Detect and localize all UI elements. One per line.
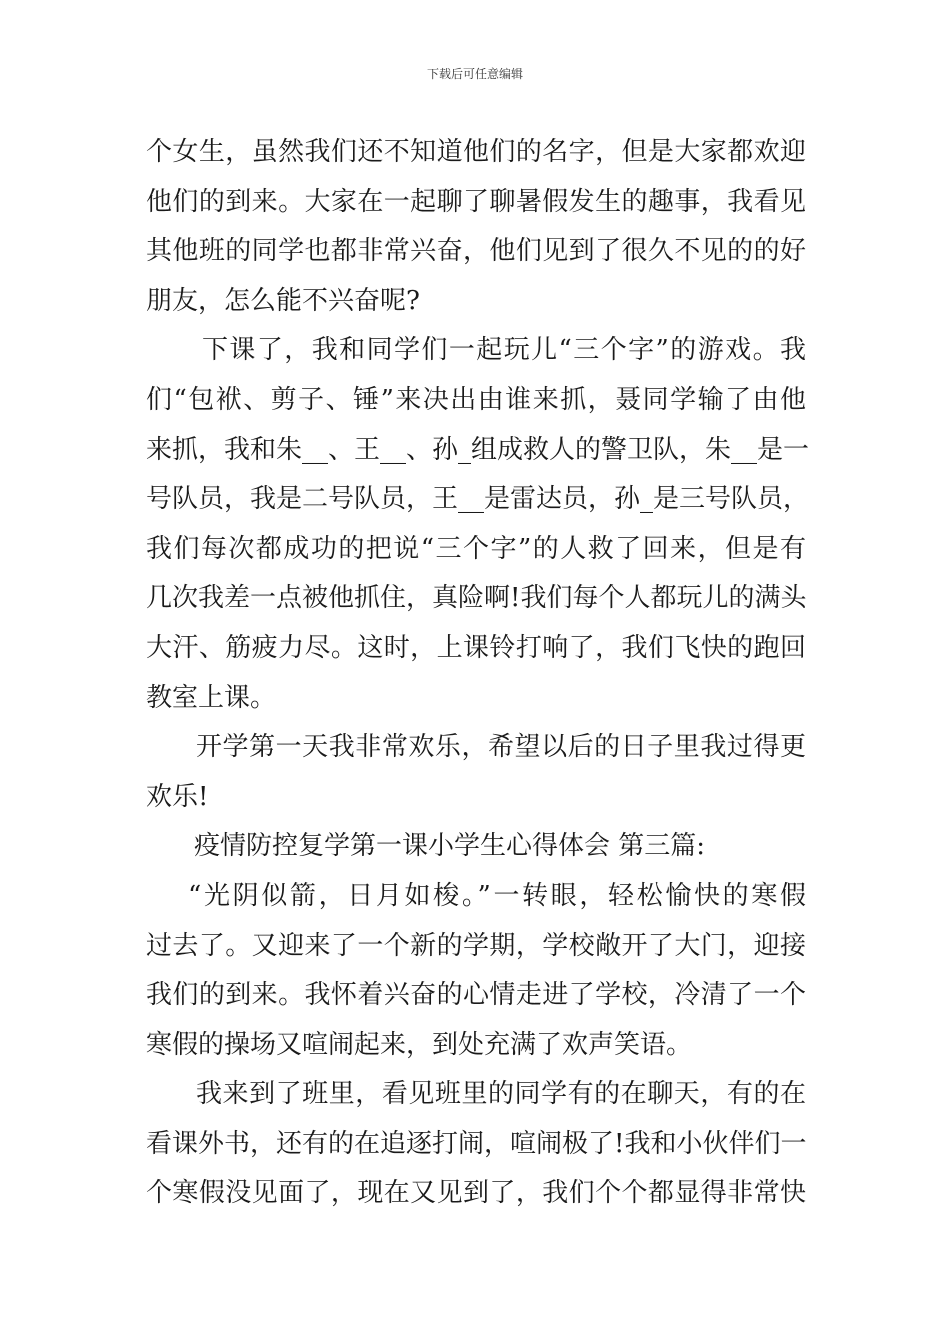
section-heading: 疫情防控复学第一课小学生心得体会 第三篇: [194,831,706,862]
text-line: 寒假的操场又喧闹起来，到处充满了欢声笑语。 [146,1029,693,1060]
document-body [146,128,810,1219]
text-line: 个女生，虽然我们还不知道他们的名字，但是大家都欢迎 [146,137,806,167]
text-line: 过去了。又迎来了一个新的学期，学校敞开了大门，迎接 [146,930,806,961]
text-line: 朋友，怎么能不兴奋呢? [146,285,420,316]
text-line: 来抓，我和朱__、王__、孙_组成救人的警卫队，朱__是一 [146,434,810,465]
text-line: 号队员，我是二号队员，王__是雷达员，孙_是三号队员， [146,484,810,515]
text-line: 们“包袱、剪子、锤”来决出由谁来抓，聂同学输了由他 [146,384,806,415]
text-line: 他们的到来。大家在一起聊了聊暑假发生的趣事，我看见 [146,186,806,217]
text-line: 教室上课。 [146,682,277,713]
text-line: 开学第一天我非常欢乐，希望以后的日子里我过得更 [196,732,806,763]
text-line: 看课外书，还有的在追逐打闹，喧闹极了!我和小伙伴们一 [146,1128,807,1159]
text-line: 个寒假没见面了，现在又见到了，我们个个都显得非常快 [146,1178,806,1209]
text-line: 我们每次都成功的把说“三个字”的人救了回来，但是有 [146,533,806,564]
text-line: “光阴似箭，日月如梭。”一转眼，轻松愉快的寒假 [188,880,806,911]
text-line: 我来到了班里，看见班里的同学有的在聊天，有的在 [196,1079,806,1110]
text-line: 大汗、筋疲力尽。这时，上课铃打响了，我们飞快的跑回 [146,632,806,663]
text-line: 下课了，我和同学们一起玩儿“三个字”的游戏。我 [202,335,806,366]
text-line: 其他班的同学也都非常兴奋，他们见到了很久不见的的好 [146,236,806,267]
text-line: 几次我差一点被他抓住，真险啊!我们每个人都玩儿的满头 [146,583,807,614]
page-header-note: 下载后可任意编辑 [426,67,523,81]
text-line: 欢乐! [146,781,209,812]
text-line: 我们的到来。我怀着兴奋的心情走进了学校，冷清了一个 [146,980,806,1011]
